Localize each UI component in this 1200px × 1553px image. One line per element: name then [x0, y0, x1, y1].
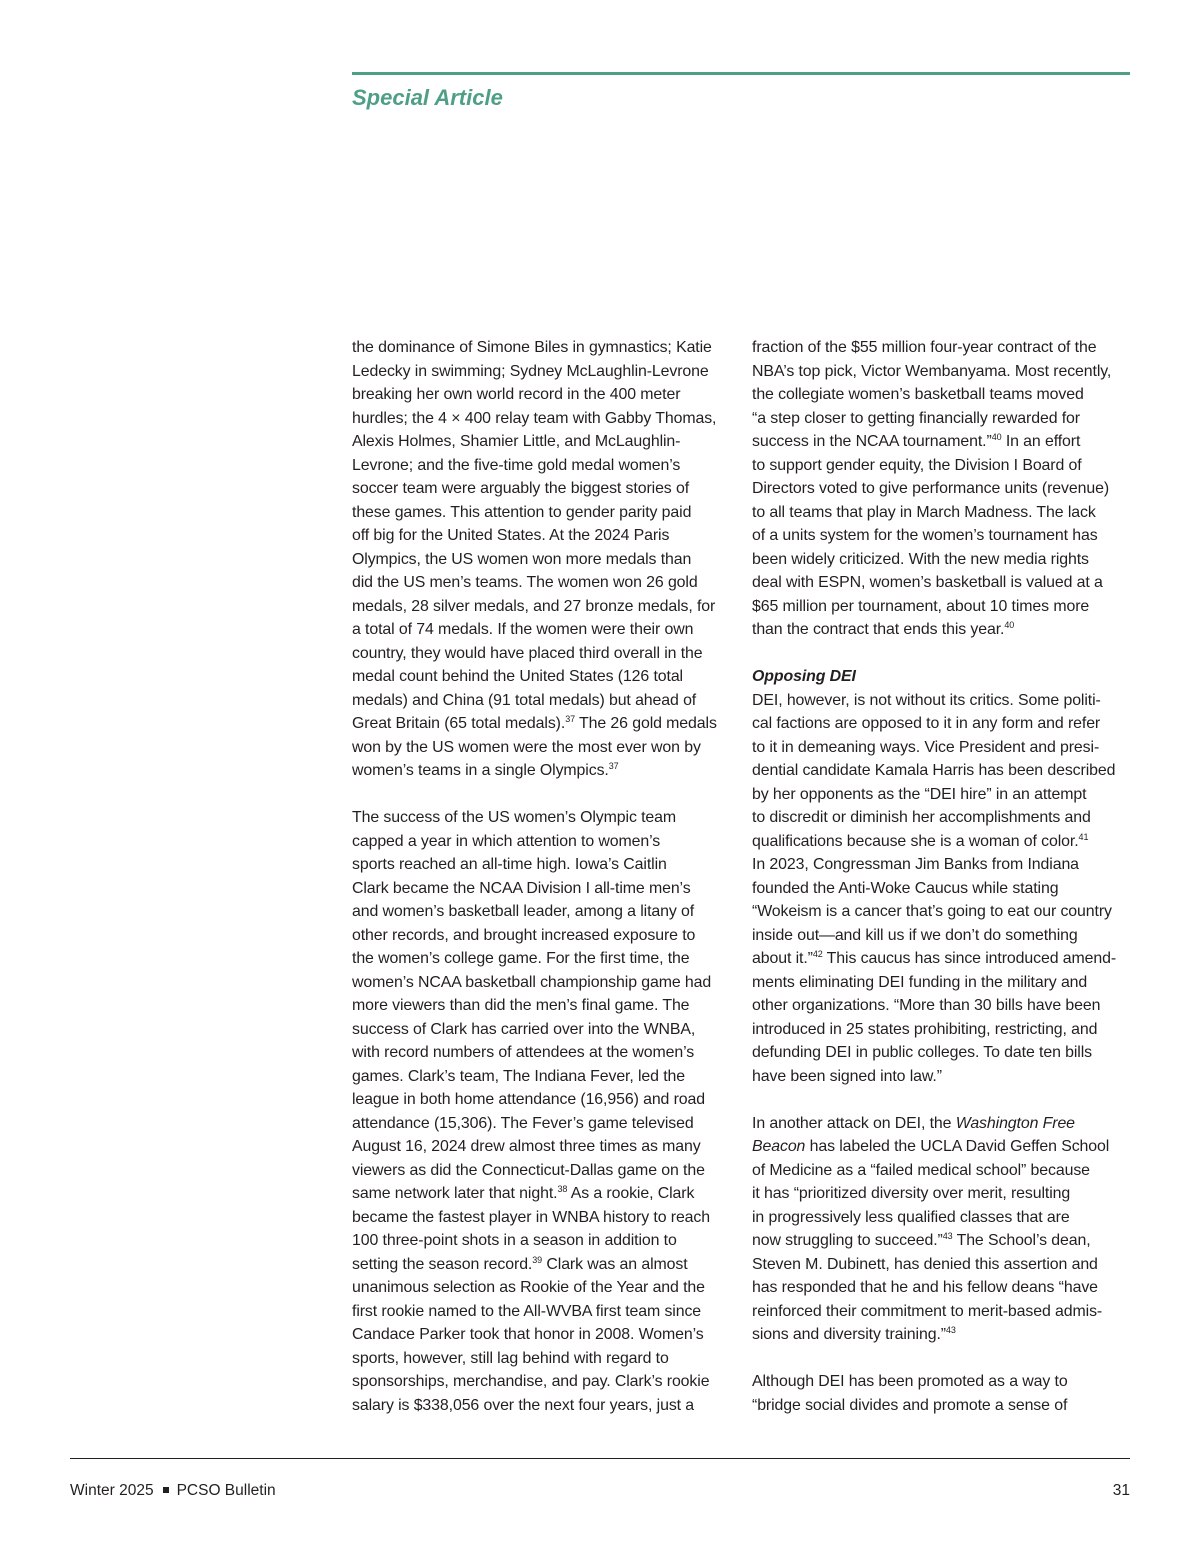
text-line: inside out—and kill us if we don’t do something [752, 926, 1078, 944]
text-line: and women’s basketball leader, among a litany of [352, 903, 695, 920]
publication-title: Washington Free [955, 1114, 1075, 1132]
text-run: women’s teams in a single Olympics. [352, 762, 609, 779]
text-line [752, 947, 1132, 971]
text-line [352, 1182, 732, 1206]
text-run: In another attack on DEI, the [752, 1114, 956, 1132]
text-line: DEI, however, is not without its critics. Some politi- [752, 691, 1101, 709]
text-line: success of Clark has carried over into the WNBA, [352, 1020, 696, 1038]
text-run: setting the season record. [352, 1255, 533, 1273]
citation: 43 [942, 1231, 953, 1241]
citation: 41 [1078, 831, 1089, 842]
text-line: league in both home attendance (16,956) and road [352, 1091, 706, 1108]
text-run: about it.” [752, 950, 813, 967]
text-line: “Wokeism is a cancer that’s going to eat our country [752, 903, 1112, 920]
text-line: dential candidate Kamala Harris has been described [752, 762, 1116, 779]
footer-rule [70, 1458, 1130, 1459]
text-line: by her opponents as the “DEI hire” in an attempt [752, 785, 1087, 803]
text-line: to all teams that play in March Madness. The lack [752, 503, 1096, 521]
text-run: than the contract that ends this year. [752, 621, 1005, 638]
text-line: fraction of the $55 million four-year contract of the [752, 339, 1097, 356]
citation: 37 [608, 761, 619, 771]
text-line: ments eliminating DEI funding in the military and [752, 973, 1088, 991]
text-line [752, 430, 1132, 454]
text-line: country, they would have placed third overall in the [352, 644, 703, 662]
paragraph [352, 806, 732, 1417]
citation: 40 [1004, 620, 1015, 630]
text-line: “bridge social divides and promote a sense of [752, 1396, 1068, 1414]
text-line: “a step closer to getting financially rewarded for [752, 409, 1080, 427]
text-run: success in the NCAA tournament.” [752, 433, 992, 450]
paragraph [352, 336, 732, 783]
text-line: with record numbers of attendees at the women’s [352, 1044, 695, 1061]
text-line: other organizations. “More than 30 bills have been [752, 997, 1101, 1014]
text-line [752, 618, 1132, 642]
text-line: 100 three-point shots in a season in addition to [352, 1232, 677, 1249]
text-line: has responded that he and his fellow deans “have [752, 1279, 1098, 1296]
text-line: capped a year in which attention to women’s [352, 832, 661, 850]
publication-name: PCSO Bulletin [176, 1482, 276, 1499]
text-line: Steven M. Dubinett, has denied this assertion and [752, 1255, 1098, 1273]
text-line: Alexis Holmes, Shamier Little, and McLaughlin- [352, 433, 681, 450]
citation: 42 [812, 949, 823, 959]
text-line: Clark became the NCAA Division I all-time men’s [352, 879, 691, 897]
text-line: been widely criticized. With the new media rights [752, 550, 1089, 568]
publication-title: Beacon [752, 1138, 806, 1155]
text-line: The success of the US women’s Olympic team [352, 809, 677, 826]
text-line: sports, however, still lag behind with regard to [352, 1349, 669, 1367]
text-line: the women’s college game. For the first time, the [352, 950, 690, 967]
paragraph [752, 1370, 1132, 1417]
citation: 39 [532, 1254, 543, 1265]
citation: 40 [991, 432, 1002, 442]
text-line: cal factions are opposed to it in any form and refer [752, 715, 1101, 732]
section-label: Special Article [352, 85, 503, 110]
text-line [352, 1253, 732, 1277]
text-line: of Medicine as a “failed medical school” because [752, 1161, 1090, 1179]
text-line: Although DEI has been promoted as a way to [752, 1373, 1068, 1390]
issue-date: Winter 2025 [70, 1482, 154, 1499]
text-line: off big for the United States. At the 2024 Paris [352, 527, 670, 544]
paragraph [752, 665, 1132, 1088]
text-line: sponsorships, merchandise, and pay. Clark’s rookie [352, 1373, 710, 1390]
text-line [352, 712, 732, 736]
text-line: women’s NCAA basketball championship game had [352, 973, 712, 991]
text-line [752, 1135, 1132, 1159]
text-line: deal with ESPN, women’s basketball is valued at a [752, 574, 1103, 591]
text-line: Olympics, the US women won more medals than [352, 550, 692, 568]
text-line: founded the Anti-Woke Caucus while stating [752, 879, 1059, 897]
text-line: Levrone; and the five-time gold medal women’s [352, 456, 681, 474]
text-line: of a units system for the women’s tournament has [752, 527, 1098, 544]
text-line [752, 1112, 1132, 1136]
text-run: The 26 gold medals [575, 715, 717, 732]
text-line: games. Clark’s team, The Indiana Fever, led the [352, 1067, 686, 1085]
text-line: first rookie named to the All-WVBA first team since [352, 1302, 702, 1320]
text-line: Ledecky in swimming; Sydney McLaughlin-Levrone [352, 362, 709, 380]
text-run: This caucus has since introduced amend- [822, 950, 1117, 967]
text-line: more viewers than did the men’s final game. The [352, 997, 690, 1014]
text-run: same network later that night. [352, 1185, 558, 1202]
text-line: reinforced their commitment to merit-based admis- [752, 1302, 1103, 1320]
square-bullet-icon [163, 1487, 169, 1493]
text-line: to discredit or diminish her accomplishments and [752, 809, 1091, 826]
text-line: medal count behind the United States (126 total [352, 668, 683, 685]
text-line: a total of 74 medals. If the women were their own [352, 621, 694, 638]
text-line: to support gender equity, the Division I Board of [752, 456, 1082, 474]
text-line: Candace Parker took that honor in 2008. Women’s [352, 1326, 704, 1343]
text-line: to it in demeaning ways. Vice President and presi- [752, 738, 1100, 756]
text-run: sions and diversity training.” [752, 1326, 946, 1343]
text-line: Directors voted to give performance units (revenue) [752, 480, 1110, 497]
text-run: The School’s dean, [952, 1232, 1091, 1249]
text-line: won by the US women were the most ever won by [352, 738, 701, 756]
text-line: salary is $338,056 over the next four years, just a [352, 1396, 695, 1414]
text-line [752, 1229, 1132, 1253]
header-rule [352, 72, 1130, 75]
text-line: unanimous selection as Rookie of the Year and the [352, 1279, 705, 1296]
text-line: introduced in 25 states prohibiting, restricting, and [752, 1020, 1098, 1038]
text-run: Clark was an almost [542, 1255, 688, 1273]
text-line [752, 830, 1132, 854]
text-line: medals, 28 silver medals, and 27 bronze medals, for [352, 597, 716, 615]
text-line: medals) and China (91 total medals) but ahead of [352, 691, 697, 709]
text-run: has labeled the UCLA David Geffen School [805, 1138, 1110, 1155]
text-line: sports reached an all-time high. Iowa’s Caitlin [352, 856, 667, 873]
text-line: August 16, 2024 drew almost three times as many [352, 1138, 701, 1155]
text-line [352, 759, 732, 783]
subheading: Opposing DEI [752, 668, 856, 685]
page-number: 31 [1112, 1482, 1130, 1499]
text-line: In 2023, Congressman Jim Banks from Indiana [752, 856, 1079, 873]
text-line: these games. This attention to gender parity paid [352, 503, 692, 521]
right-column [752, 336, 1132, 1441]
text-line: did the US men’s teams. The women won 26 gold [352, 574, 698, 591]
text-line: hurdles; the 4 × 400 relay team with Gabby Thomas, [352, 409, 717, 427]
citation: 43 [945, 1325, 956, 1335]
text-line: it has “prioritized diversity over merit, resulting [752, 1185, 1071, 1202]
text-line: the dominance of Simone Biles in gymnastics; Katie [352, 339, 712, 356]
text-run: now struggling to succeed.” [752, 1232, 943, 1249]
citation: 38 [557, 1184, 568, 1194]
text-line: $65 million per tournament, about 10 times more [752, 597, 1090, 615]
text-line: have been signed into law.” [752, 1067, 942, 1085]
left-column [352, 336, 732, 1441]
text-run: As a rookie, Clark [567, 1185, 695, 1202]
text-line: soccer team were arguably the biggest stories of [352, 480, 690, 497]
text-line: the collegiate women’s basketball teams moved [752, 386, 1084, 403]
text-line: viewers as did the Connecticut-Dallas game on the [352, 1161, 705, 1179]
paragraph [752, 336, 1132, 642]
text-line: breaking her own world record in the 400 meter [352, 386, 681, 403]
text-line: attendance (15,306). The Fever’s game televised [352, 1114, 694, 1132]
text-line: in progressively less qualified classes that are [752, 1208, 1070, 1226]
paragraph [752, 1112, 1132, 1347]
text-line: became the fastest player in WNBA history to reach [352, 1208, 711, 1226]
text-line [752, 1323, 1132, 1347]
text-run: Great Britain (65 total medals). [352, 715, 566, 732]
text-run: In an effort [1001, 433, 1081, 450]
text-line: other records, and brought increased exposure to [352, 926, 696, 944]
text-line: defunding DEI in public colleges. To date ten bills [752, 1044, 1093, 1061]
text-line: NBA’s top pick, Victor Wembanyama. Most recently, [752, 362, 1112, 380]
citation: 37 [565, 714, 575, 724]
footer-issue-info [70, 1480, 276, 1502]
text-run: qualifications because she is a woman of color. [752, 832, 1079, 850]
